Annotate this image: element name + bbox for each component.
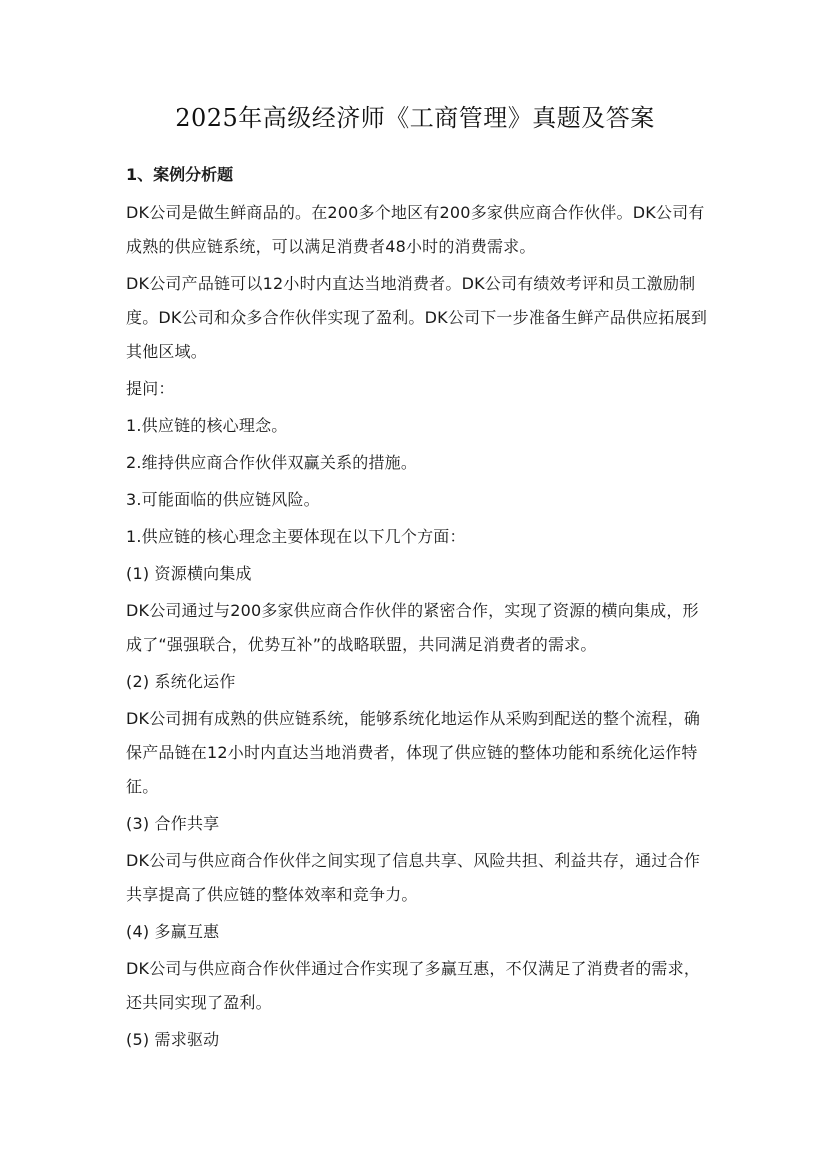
paragraph: DK公司拥有成熟的供应链系统，能够系统化地运作从采购到配送的整个流程，确保产品链在12小时内直达当地消费者，体现了供应链的整体功能和系统化运作特征。 [126, 709, 701, 796]
page-title: 2025年高级经济师《工商管理》真题及答案 [175, 104, 655, 132]
section-heading: 1、案例分析题 [126, 165, 234, 184]
answer-subheading: (2) 系统化运作 [126, 672, 236, 691]
answer-subheading: (3) 合作共享 [126, 814, 220, 833]
answer-subheading: (5) 需求驱动 [126, 1030, 220, 1049]
question-label: 提问： [126, 379, 175, 398]
paragraph: DK公司产品链可以12小时内直达当地消费者。DK公司有绩效考评和员工激励制度。DK公司和众多合作伙伴实现了盈利。DK公司下一步准备生鲜产品供应拓展到其他区域。 [126, 274, 708, 361]
question-item: 1.供应链的核心理念。 [126, 416, 288, 435]
question-item: 3.可能面临的供应链风险。 [126, 490, 320, 509]
answer-subheading: (1) 资源横向集成 [126, 564, 252, 583]
paragraph: DK公司与供应商合作伙伴之间实现了信息共享、风险共担、利益共存，通过合作共享提高了供应链的整体效率和竞争力。 [126, 851, 701, 904]
answer-intro: 1.供应链的核心理念主要体现在以下几个方面： [126, 527, 466, 546]
paragraph: DK公司通过与200多家供应商合作伙伴的紧密合作，实现了资源的横向集成，形成了“强强联合，优势互补”的战略联盟，共同满足消费者的需求。 [126, 601, 699, 654]
paragraph: DK公司是做生鲜商品的。在200多个地区有200多家供应商合作伙伴。DK公司有成熟的供应链系统，可以满足消费者48小时的消费需求。 [126, 203, 705, 256]
question-item: 2.维持供应商合作伙伴双赢关系的措施。 [126, 453, 418, 472]
paragraph: DK公司与供应商合作伙伴通过合作实现了多赢互惠，不仅满足了消费者的需求，还共同实现了盈利。 [126, 959, 701, 1012]
answer-subheading: (4) 多赢互惠 [126, 922, 220, 941]
document-body [126, 160, 708, 1060]
